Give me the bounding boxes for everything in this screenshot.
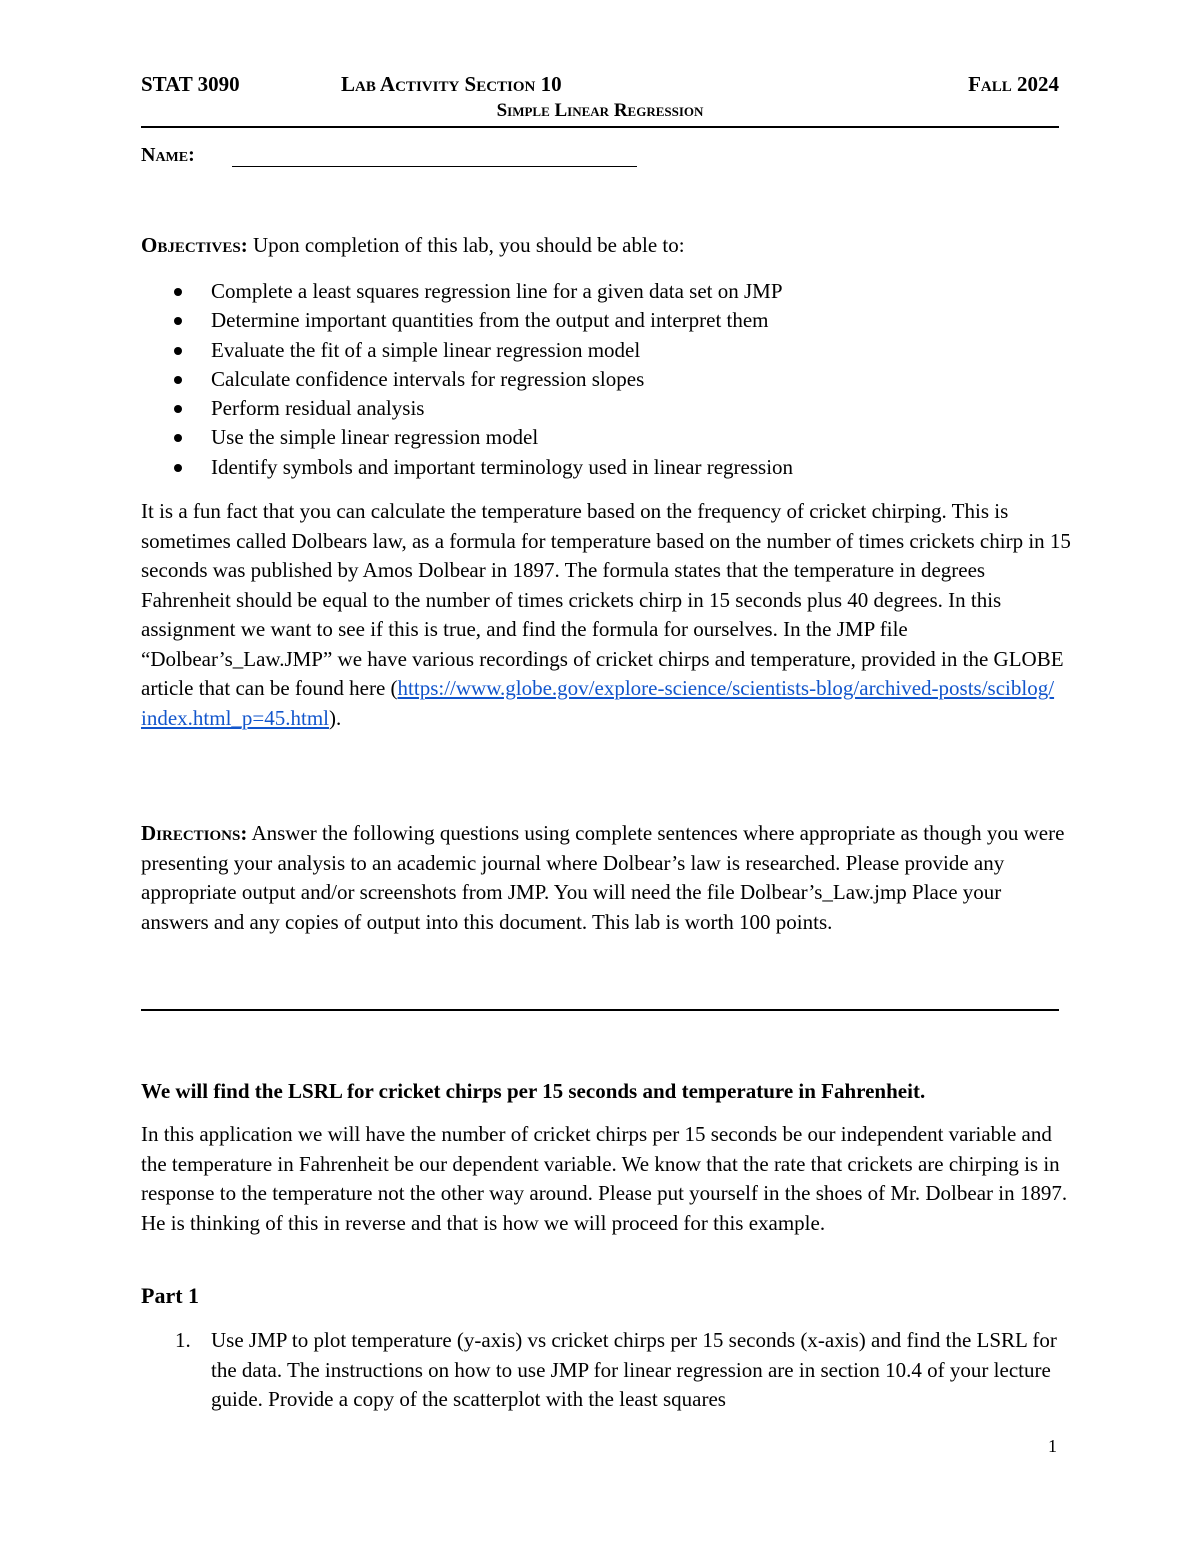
part1-title: Part 1 (141, 1283, 200, 1308)
list-item (141, 453, 1071, 482)
intro-paragraph (141, 497, 1071, 733)
header-rule (141, 126, 1059, 128)
objectives-intro-text: Upon completion of this lab, you should be able to: (252, 233, 685, 257)
course-code: STAT 3090 (141, 72, 240, 96)
name-blank-line (232, 166, 637, 167)
bullet-icon (174, 434, 182, 442)
objectives-label: Objectives: (141, 233, 248, 257)
list-item (141, 277, 1071, 306)
bullet-icon (174, 288, 182, 296)
bullet-icon (174, 405, 182, 413)
objectives-list (141, 277, 1071, 482)
objective-text: Complete a least squares regression line for a given data set on JMP (211, 279, 783, 303)
list-item (141, 365, 1071, 394)
lsrl-heading: We will find the LSRL for cricket chirps per 15 seconds and temperature in Fahrenheit. (141, 1079, 926, 1103)
objective-text: Evaluate the fit of a simple linear regression model (211, 337, 641, 362)
intro-closing: ). (329, 705, 342, 730)
list-item (141, 336, 1071, 365)
header-row (141, 72, 1059, 102)
objective-text: Use the simple linear regression model (211, 425, 539, 450)
list-item (141, 423, 1071, 452)
directions-label: Directions: (141, 821, 248, 845)
directions-paragraph (141, 819, 1071, 937)
objective-text: Identify symbols and important terminology used in linear regression (211, 454, 794, 479)
bullet-icon (174, 347, 182, 355)
list-item (141, 306, 1071, 335)
page-number: 1 (1048, 1436, 1057, 1456)
globe-article-link[interactable]: https://www.globe.gov/explore-science/scientists-blog/archived-posts/sciblog/ index.html_p=45.html (141, 676, 1055, 730)
document-subtitle: Simple Linear Regression (496, 100, 704, 121)
question-text: Use JMP to plot temperature (y-axis) vs cricket chirps per 15 seconds (x-axis) and find the LSRL for the data. The instructions on how to use JMP for linear regression are in section 10.4 of your lecture guide. Provide a copy of the scatterplot with the least squares (211, 1328, 1057, 1411)
application-paragraph: In this application we will have the number of cricket chirps per 15 seconds be our independent variable and the temperature in Fahrenheit be our dependent variable. We know that the rate that crickets are chirping is in response to the temperature not the other way around. Please put yourself in the shoes of Mr. Dolbear in 1897. He is thinking of this in reverse and that is how we will proceed for this example. (141, 1122, 1068, 1235)
objectives-intro (141, 231, 1071, 261)
section-rule (141, 1009, 1059, 1011)
question-number: 1. (175, 1328, 191, 1352)
directions-text: Answer the following questions using complete sentences where appropriate as though you were presenting your analysis to an academic journal where Dolbear’s law is researched. Please provide any appropriate output and/or screenshots from JMP. You will need the file Dolbear’s_Law.jmp Place your answers and any copies of output into this document. This lab is worth 100 points. (141, 821, 1065, 934)
intro-text: It is a fun fact that you can calculate the temperature based on the frequency of cricket chirping. This is sometimes called Dolbears law, as a formula for temperature based on the number of times crickets chirp in 15 seconds was published by Amos Dolbear in 1897. The formula states that the temperature in degrees Fahrenheit should be equal to the number of times crickets chirp in 15 seconds plus 40 degrees. In this assignment we want to see if this is true, and find the formula for ourselves. In the JMP file “Dolbear’s_Law.JMP” we have various recordings of cricket chirps and temperature, provided in the GLOBE article that can be found here ( (141, 499, 1071, 700)
term: Fall 2024 (968, 72, 1059, 96)
bullet-icon (174, 376, 182, 384)
activity-title: Lab Activity Section 10 (341, 72, 562, 96)
bullet-icon (174, 317, 182, 325)
name-label: Name: (141, 144, 195, 166)
objective-text: Determine important quantities from the output and interpret them (211, 308, 769, 333)
objective-text: Calculate confidence intervals for regression slopes (211, 366, 645, 391)
bullet-icon (174, 464, 182, 472)
objective-text: Perform residual analysis (211, 396, 425, 421)
list-item (141, 394, 1071, 423)
